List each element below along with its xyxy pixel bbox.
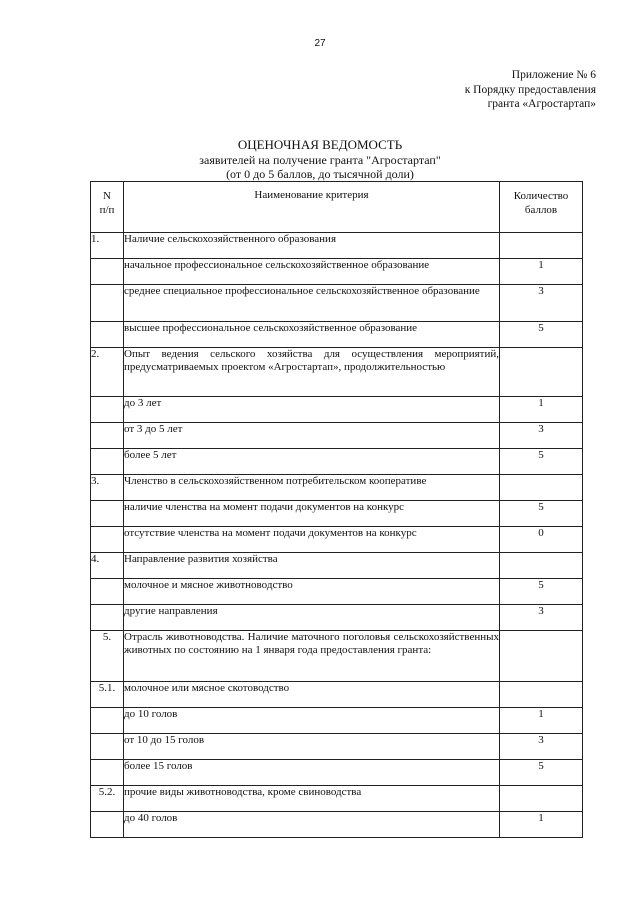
row-number (91, 527, 124, 553)
row-number: 5. (91, 631, 124, 682)
row-points: 3 (500, 734, 583, 760)
table-row (91, 322, 583, 348)
table-row (91, 475, 583, 501)
appendix-note (465, 68, 596, 112)
table-row (91, 449, 583, 475)
row-number (91, 812, 124, 838)
table-row (91, 682, 583, 708)
document-subtitle-2: (от 0 до 5 баллов, до тысячной доли) (226, 167, 414, 181)
table-row (91, 259, 583, 285)
header-number (91, 182, 124, 233)
page-number: 27 (314, 38, 326, 49)
appendix-line-1: Приложение № 6 (511, 69, 596, 81)
row-number: 5.2. (91, 786, 124, 812)
document-title: ОЦЕНОЧНАЯ ВЕДОМОСТЬ (237, 137, 403, 152)
appendix-line-2: к Порядку предоставления (464, 83, 596, 96)
assessment-table (90, 181, 583, 838)
row-criterion: до 3 лет (124, 397, 500, 423)
row-number (91, 423, 124, 449)
table-row (91, 527, 583, 553)
row-points (500, 631, 583, 682)
row-criterion: более 5 лет (124, 449, 500, 475)
appendix-line-3: гранта «Агростартап» (487, 98, 596, 110)
table-row (91, 631, 583, 682)
row-criterion: молочное и мясное животноводство (124, 579, 500, 605)
header-points (500, 182, 583, 233)
row-criterion: от 10 до 15 голов (124, 734, 500, 760)
row-points: 1 (500, 812, 583, 838)
row-points (500, 233, 583, 259)
table-row (91, 348, 583, 397)
row-criterion: среднее специальное профессиональное сельскохозяйственное образование (124, 285, 500, 322)
row-points (500, 682, 583, 708)
row-criterion: Направление развития хозяйства (124, 553, 500, 579)
row-criterion: отсутствие членства на момент подачи документов на конкурс (124, 527, 500, 553)
row-points: 5 (500, 501, 583, 527)
row-points: 5 (500, 449, 583, 475)
header-points-line-2: баллов (524, 204, 558, 216)
table-row (91, 233, 583, 259)
row-criterion: Членство в сельскохозяйственном потребительском кооперативе (124, 475, 500, 501)
header-number-line-2: п/п (99, 204, 115, 216)
row-points: 3 (500, 605, 583, 631)
row-number (91, 605, 124, 631)
row-number: 1. (91, 233, 124, 259)
row-number: 3. (91, 475, 124, 501)
table-row (91, 786, 583, 812)
row-number: 4. (91, 553, 124, 579)
row-criterion: начальное профессиональное сельскохозяйственное образование (124, 259, 500, 285)
row-number (91, 760, 124, 786)
row-points (500, 553, 583, 579)
row-criterion: до 40 голов (124, 812, 500, 838)
row-number (91, 397, 124, 423)
table-row (91, 708, 583, 734)
row-criterion: от 3 до 5 лет (124, 423, 500, 449)
row-number: 2. (91, 348, 124, 397)
row-criterion: Отрасль животноводства. Наличие маточного поголовья сельскохозяйственных животных по состоянию на 1 января года предоставления гранта: (124, 631, 500, 682)
row-criterion: другие направления (124, 605, 500, 631)
table-row (91, 579, 583, 605)
row-criterion: до 10 голов (124, 708, 500, 734)
row-number (91, 579, 124, 605)
row-points: 5 (500, 322, 583, 348)
row-number (91, 501, 124, 527)
row-criterion: высшее профессиональное сельскохозяйственное образование (124, 322, 500, 348)
table-row (91, 285, 583, 322)
table-row (91, 553, 583, 579)
row-number (91, 259, 124, 285)
table-row (91, 423, 583, 449)
row-points (500, 348, 583, 397)
row-number (91, 734, 124, 760)
table-row (91, 397, 583, 423)
document-subtitle-1: заявителей на получение гранта "Агростартап" (199, 153, 441, 167)
row-points: 1 (500, 708, 583, 734)
row-criterion: прочие виды животноводства, кроме свиноводства (124, 786, 500, 812)
table-row (91, 812, 583, 838)
row-points (500, 786, 583, 812)
header-number-line-1: N (103, 190, 111, 202)
table-row (91, 760, 583, 786)
header-points-line-1: Количество (513, 190, 569, 202)
table-row (91, 605, 583, 631)
row-criterion: более 15 голов (124, 760, 500, 786)
row-criterion: Наличие сельскохозяйственного образования (124, 233, 500, 259)
row-number: 5.1. (91, 682, 124, 708)
row-number (91, 285, 124, 322)
row-points: 1 (500, 397, 583, 423)
row-points (500, 475, 583, 501)
row-points: 3 (500, 285, 583, 322)
table-row (91, 734, 583, 760)
row-points: 3 (500, 423, 583, 449)
row-number (91, 322, 124, 348)
row-criterion: наличие членства на момент подачи документов на конкурс (124, 501, 500, 527)
row-points: 5 (500, 579, 583, 605)
row-points: 5 (500, 760, 583, 786)
table-header-row (91, 182, 583, 233)
table-row (91, 501, 583, 527)
row-number (91, 449, 124, 475)
row-criterion: молочное или мясное скотоводство (124, 682, 500, 708)
row-points: 1 (500, 259, 583, 285)
row-criterion: Опыт ведения сельского хозяйства для осуществления мероприятий, предусматриваемых проектом «Агростартап», продолжительностью (124, 348, 500, 397)
row-number (91, 708, 124, 734)
row-points: 0 (500, 527, 583, 553)
header-criterion: Наименование критерия (124, 182, 500, 233)
